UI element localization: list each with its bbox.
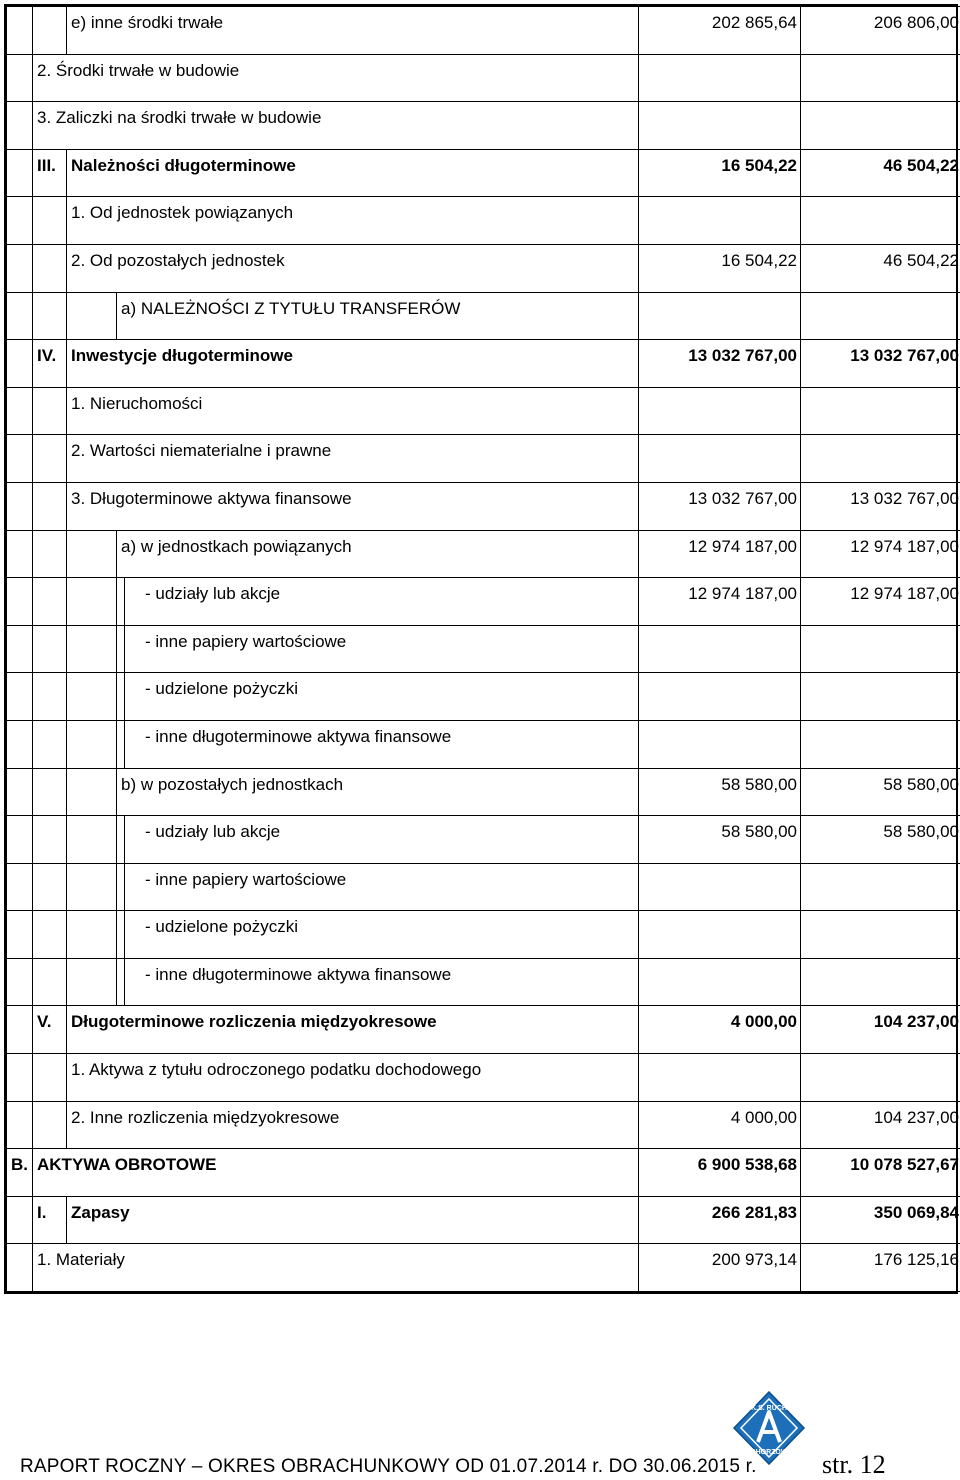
indent-cell	[7, 911, 33, 959]
table-row	[7, 1196, 960, 1244]
table-row	[7, 482, 960, 530]
value-current-year	[639, 387, 801, 435]
row-label: e) inne środki trwałe	[67, 7, 639, 55]
indent-cell	[7, 149, 33, 197]
row-label: 2. Od pozostałych jednostek	[67, 244, 639, 292]
indent-cell	[7, 54, 33, 102]
indent-cell	[7, 7, 33, 55]
indent-cell	[117, 863, 125, 911]
indent-cell	[7, 863, 33, 911]
value-current-year: 58 580,00	[639, 768, 801, 816]
indent-cell	[67, 911, 117, 959]
value-current-year	[639, 673, 801, 721]
value-current-year	[639, 863, 801, 911]
indent-cell	[7, 482, 33, 530]
row-label: - udzielone pożyczki	[125, 911, 639, 959]
value-current-year	[639, 720, 801, 768]
row-number: I.	[33, 1196, 67, 1244]
value-current-year: 58 580,00	[639, 816, 801, 864]
value-current-year	[639, 911, 801, 959]
indent-cell	[7, 340, 33, 388]
value-previous-year: 104 237,00	[801, 1101, 960, 1149]
table-row	[7, 197, 960, 245]
value-previous-year: 13 032 767,00	[801, 340, 960, 388]
row-number: V.	[33, 1006, 67, 1054]
table-row	[7, 625, 960, 673]
row-label: - udzielone pożyczki	[125, 673, 639, 721]
indent-cell	[33, 720, 67, 768]
value-previous-year	[801, 958, 960, 1006]
indent-cell	[67, 530, 117, 578]
value-previous-year	[801, 863, 960, 911]
row-label: - inne papiery wartościowe	[125, 625, 639, 673]
table-row	[7, 1054, 960, 1102]
table-row	[7, 102, 960, 150]
indent-cell	[7, 1101, 33, 1149]
table-row	[7, 911, 960, 959]
indent-cell	[7, 530, 33, 578]
indent-cell	[33, 625, 67, 673]
value-current-year	[639, 435, 801, 483]
value-current-year	[639, 197, 801, 245]
indent-cell	[33, 244, 67, 292]
row-number: III.	[33, 149, 67, 197]
row-label: 2. Inne rozliczenia międzyokresowe	[67, 1101, 639, 1149]
indent-cell	[7, 1054, 33, 1102]
table-row	[7, 578, 960, 626]
indent-cell	[33, 911, 67, 959]
indent-cell	[67, 625, 117, 673]
value-current-year: 13 032 767,00	[639, 482, 801, 530]
indent-cell	[33, 958, 67, 1006]
value-previous-year: 46 504,22	[801, 149, 960, 197]
indent-cell	[33, 387, 67, 435]
value-previous-year	[801, 54, 960, 102]
value-previous-year: 12 974 187,00	[801, 530, 960, 578]
value-current-year: 6 900 538,68	[639, 1149, 801, 1197]
row-label: 2. Wartości niematerialne i prawne	[67, 435, 639, 483]
table-row	[7, 7, 960, 55]
indent-cell	[33, 673, 67, 721]
indent-cell	[7, 816, 33, 864]
indent-cell	[7, 673, 33, 721]
table-row	[7, 387, 960, 435]
value-current-year	[639, 1054, 801, 1102]
row-number: IV.	[33, 340, 67, 388]
value-previous-year	[801, 625, 960, 673]
table-row	[7, 54, 960, 102]
value-previous-year	[801, 673, 960, 721]
value-current-year: 200 973,14	[639, 1244, 801, 1292]
row-label: 1. Materiały	[33, 1244, 639, 1292]
row-label: - udziały lub akcje	[125, 816, 639, 864]
indent-cell	[67, 720, 117, 768]
value-previous-year: 104 237,00	[801, 1006, 960, 1054]
indent-cell	[67, 768, 117, 816]
row-label: Należności długoterminowe	[67, 149, 639, 197]
row-label: - inne papiery wartościowe	[125, 863, 639, 911]
value-current-year: 12 974 187,00	[639, 530, 801, 578]
logo-top-text: K.S. RUCH	[751, 1405, 787, 1412]
table-row	[7, 673, 960, 721]
value-previous-year: 206 806,00	[801, 7, 960, 55]
indent-cell	[117, 578, 125, 626]
indent-cell	[33, 816, 67, 864]
row-number: B.	[7, 1149, 33, 1197]
indent-cell	[33, 292, 67, 340]
indent-cell	[7, 578, 33, 626]
row-label: Zapasy	[67, 1196, 639, 1244]
value-current-year: 266 281,83	[639, 1196, 801, 1244]
row-label: 3. Długoterminowe aktywa finansowe	[67, 482, 639, 530]
indent-cell	[33, 1101, 67, 1149]
indent-cell	[33, 435, 67, 483]
value-previous-year: 13 032 767,00	[801, 482, 960, 530]
row-label: 1. Od jednostek powiązanych	[67, 197, 639, 245]
value-previous-year	[801, 911, 960, 959]
indent-cell	[7, 102, 33, 150]
row-label: 1. Aktywa z tytułu odroczonego podatku dochodowego	[67, 1054, 639, 1102]
indent-cell	[117, 625, 125, 673]
indent-cell	[67, 816, 117, 864]
indent-cell	[117, 673, 125, 721]
value-current-year: 12 974 187,00	[639, 578, 801, 626]
indent-cell	[7, 435, 33, 483]
value-current-year	[639, 102, 801, 150]
row-label: AKTYWA OBROTOWE	[33, 1149, 639, 1197]
logo-bottom-text: CHORZÓW	[751, 1447, 788, 1456]
indent-cell	[7, 387, 33, 435]
table-row	[7, 149, 960, 197]
value-previous-year	[801, 387, 960, 435]
value-current-year: 4 000,00	[639, 1006, 801, 1054]
value-previous-year	[801, 720, 960, 768]
balance-sheet-grid	[6, 6, 960, 1292]
indent-cell	[7, 1244, 33, 1292]
table-row	[7, 863, 960, 911]
table-row	[7, 1101, 960, 1149]
indent-cell	[67, 863, 117, 911]
indent-cell	[67, 292, 117, 340]
indent-cell	[7, 768, 33, 816]
row-label: - inne długoterminowe aktywa finansowe	[125, 958, 639, 1006]
value-current-year: 16 504,22	[639, 149, 801, 197]
value-previous-year: 176 125,16	[801, 1244, 960, 1292]
indent-cell	[7, 1196, 33, 1244]
value-previous-year: 350 069,84	[801, 1196, 960, 1244]
indent-cell	[117, 958, 125, 1006]
row-label: a) NALEŻNOŚCI Z TYTUŁU TRANSFERÓW	[117, 292, 639, 340]
table-row	[7, 1149, 960, 1197]
table-row	[7, 340, 960, 388]
value-current-year: 13 032 767,00	[639, 340, 801, 388]
table-row	[7, 1244, 960, 1292]
value-previous-year	[801, 435, 960, 483]
indent-cell	[33, 530, 67, 578]
value-previous-year: 58 580,00	[801, 768, 960, 816]
indent-cell	[33, 482, 67, 530]
value-previous-year	[801, 197, 960, 245]
page-number: str. 12	[822, 1450, 886, 1480]
indent-cell	[33, 863, 67, 911]
row-label: Długoterminowe rozliczenia międzyokresowe	[67, 1006, 639, 1054]
value-previous-year	[801, 1054, 960, 1102]
indent-cell	[117, 720, 125, 768]
indent-cell	[7, 244, 33, 292]
value-current-year: 16 504,22	[639, 244, 801, 292]
value-current-year	[639, 958, 801, 1006]
row-label: a) w jednostkach powiązanych	[117, 530, 639, 578]
indent-cell	[67, 673, 117, 721]
value-previous-year: 12 974 187,00	[801, 578, 960, 626]
value-current-year	[639, 625, 801, 673]
table-row	[7, 720, 960, 768]
row-label: b) w pozostałych jednostkach	[117, 768, 639, 816]
row-label: 3. Zaliczki na środki trwałe w budowie	[33, 102, 639, 150]
value-previous-year: 58 580,00	[801, 816, 960, 864]
report-footer-title: RAPORT ROCZNY – OKRES OBRACHUNKOWY OD 01.07.2014 r. DO 30.06.2015 r.	[20, 1456, 757, 1478]
indent-cell	[7, 197, 33, 245]
row-label: - udziały lub akcje	[125, 578, 639, 626]
row-label: - inne długoterminowe aktywa finansowe	[125, 720, 639, 768]
value-current-year: 202 865,64	[639, 7, 801, 55]
value-current-year: 4 000,00	[639, 1101, 801, 1149]
row-label: 2. Środki trwałe w budowie	[33, 54, 639, 102]
indent-cell	[33, 197, 67, 245]
value-current-year	[639, 54, 801, 102]
table-row	[7, 435, 960, 483]
indent-cell	[33, 1054, 67, 1102]
indent-cell	[33, 578, 67, 626]
table-row	[7, 1006, 960, 1054]
value-current-year	[639, 292, 801, 340]
indent-cell	[67, 578, 117, 626]
table-row	[7, 292, 960, 340]
indent-cell	[117, 911, 125, 959]
value-previous-year: 46 504,22	[801, 244, 960, 292]
indent-cell	[7, 625, 33, 673]
table-row	[7, 530, 960, 578]
table-row	[7, 244, 960, 292]
balance-sheet-table	[4, 4, 958, 1294]
indent-cell	[7, 1006, 33, 1054]
indent-cell	[67, 958, 117, 1006]
indent-cell	[117, 816, 125, 864]
table-row	[7, 958, 960, 1006]
value-previous-year	[801, 102, 960, 150]
table-row	[7, 768, 960, 816]
indent-cell	[33, 768, 67, 816]
row-label: 1. Nieruchomości	[67, 387, 639, 435]
value-previous-year	[801, 292, 960, 340]
table-row	[7, 816, 960, 864]
row-label: Inwestycje długoterminowe	[67, 340, 639, 388]
indent-cell	[7, 292, 33, 340]
value-previous-year: 10 078 527,67	[801, 1149, 960, 1197]
indent-cell	[7, 720, 33, 768]
ruch-chorzow-crest-icon	[732, 1390, 806, 1466]
indent-cell	[7, 958, 33, 1006]
indent-cell	[33, 7, 67, 55]
